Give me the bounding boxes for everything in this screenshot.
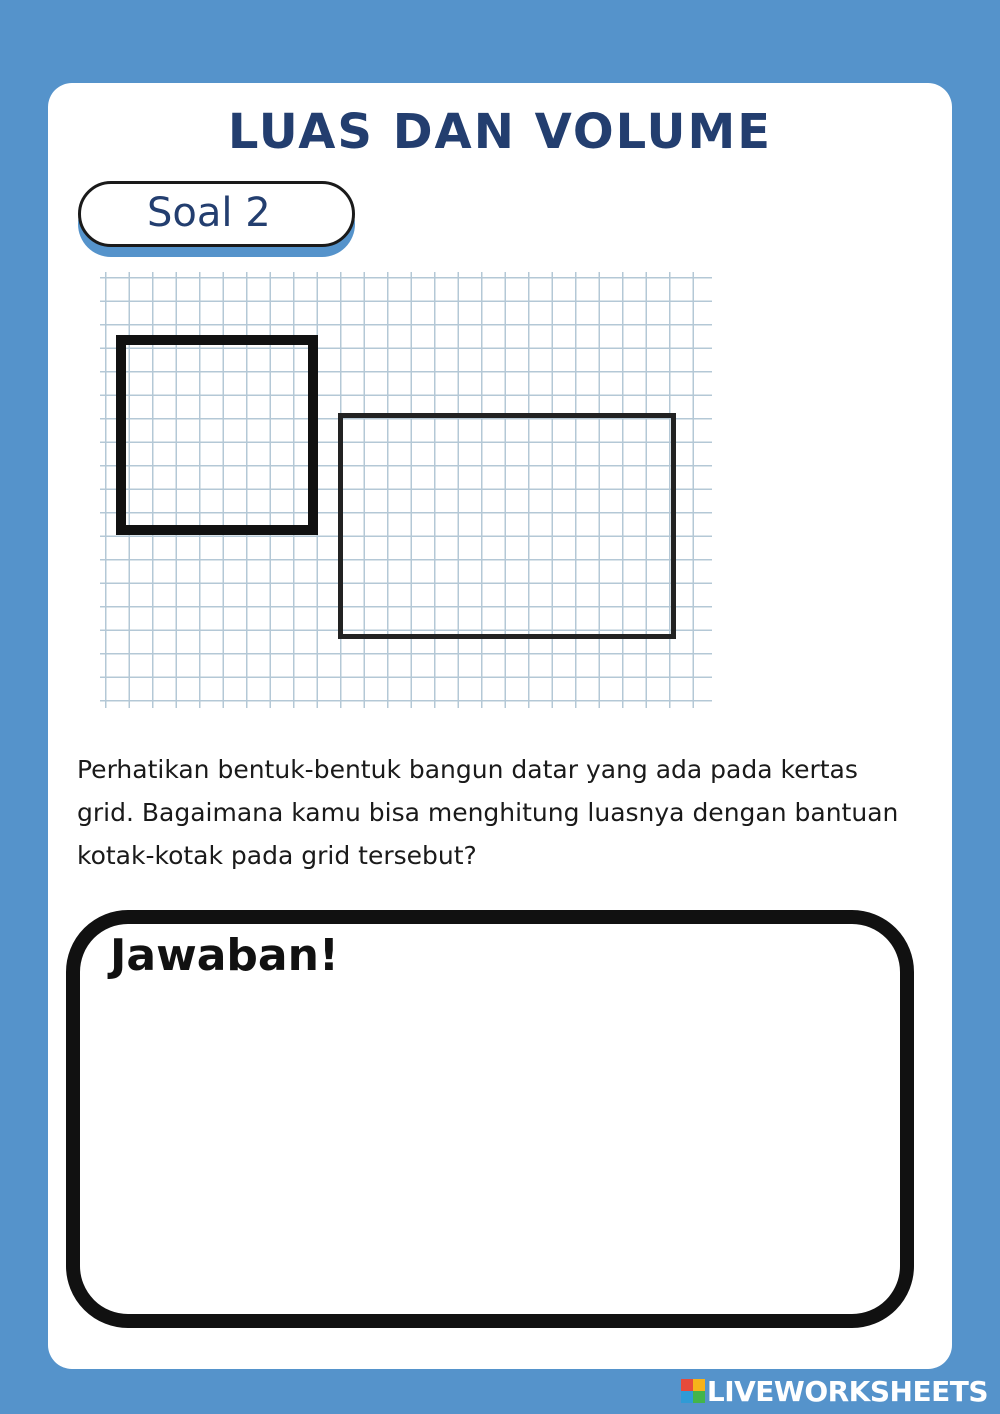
answer-label: Jawaban! <box>110 930 339 981</box>
logo-square-yellow <box>693 1379 705 1391</box>
question-line: grid. Bagaimana kamu bisa menghitung luasnya dengan bantuan <box>77 798 899 827</box>
page-title: LUAS DAN VOLUME <box>227 104 773 160</box>
question-line: kotak-kotak pada grid tersebut? <box>77 841 477 870</box>
brand-footer <box>681 1374 988 1408</box>
question-line: Perhatikan bentuk-bentuk bangun datar yang ada pada kertas <box>77 755 858 784</box>
rectangle-shape <box>338 413 676 639</box>
question-label: Soal 2 <box>78 181 355 247</box>
logo-square-red <box>681 1379 693 1391</box>
logo-square-green <box>693 1391 705 1403</box>
brand-name: LIVEWORKSHEETS <box>706 1374 988 1408</box>
square-shape <box>116 335 318 535</box>
logo-square-blue <box>681 1391 693 1403</box>
question-text <box>77 748 907 877</box>
liveworksheets-logo-icon <box>681 1379 705 1403</box>
